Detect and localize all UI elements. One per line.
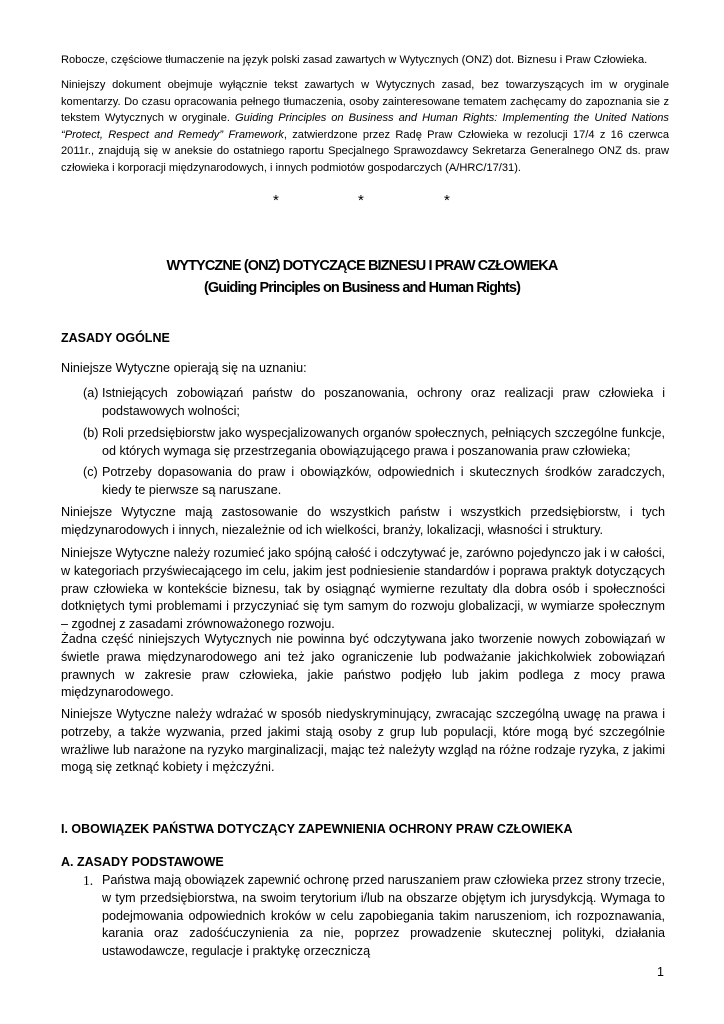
list-label: (a) (83, 386, 99, 400)
paragraph-interpretation: Niniejsze Wytyczne należy rozumieć jako spójną całość i odczytywać je, zarówno pojedynczo jak i w całości, w kategoriach przyświecającego im celu, jakim jest podniesienie standardów i poprawa praktyk dotyczących praw człowieka w kontekście biznesu, tak by osiągnąć wymierne rezultaty dla dobra osób i społeczności dotkniętych tymi problemami i przyczyniać się tym samym do rozwoju globalizacji, w wymiarze społecznym – zgodnej z zasadami zrównoważonego rozwoju. (61, 546, 665, 632)
document-title: WYTYCZNE (ONZ) DOTYCZĄCE BIZNESU I PRAW CZŁOWIEKA (166, 258, 558, 274)
list-item-a (83, 385, 665, 421)
section-1-heading: I. OBOWIĄZEK PAŃSTWA DOTYCZĄCY ZAPEWNIENIA OCHRONY PRAW CZŁOWIEKA (61, 822, 573, 836)
intro-text-before: Niniejszy dokument obejmuje wyłącznie tekst zawartych w Wytycznych zasad, bez towarzyszących im w oryginale komentarzy. Do czasu opracowania pełnego tłumaczenia, osoby zainteresowane tematem zachęcamy do zapoznania sie z tekstem Wytycznych w oryginale. (61, 79, 669, 124)
list-item-b (83, 425, 665, 461)
general-principles-heading: ZASADY OGÓLNE (61, 331, 170, 345)
list-text: Roli przedsiębiorstw jako wyspecjalizowanych organów społecznych, pełniących szczególne funkcje, od których wymaga się przestrzegania obowiązującego prawa i poszanowania praw człowieka; (102, 426, 665, 458)
intro-paragraph (61, 77, 669, 176)
intro-italic-title: Guiding Principles on Business and Human Rights: Implementing the United Nations “Protect, Respect and Remedy” Framework (61, 112, 669, 141)
page-number: 1 (657, 965, 664, 979)
paragraph-non-discrimination: Niniejsze Wytyczne należy wdrażać w sposób niedyskryminujący, zwracając szczególną uwagę na prawa i potrzeby, a także wyzwania, przed jakimi stają osoby z grup lub populacji, które mogą być szczególnie wrażliwe lub narażone na ryzyko marginalizacji, mając też należyty wzgląd na różne rodzaje ryzyka, z jakimi mogą się zetknąć kobiety i mężczyźni. (61, 707, 665, 775)
list-label: (c) (83, 465, 98, 479)
intro-note: Robocze, częściowe tłumaczenie na język polski zasad zawartych w Wytycznych (ONZ) dot. Biznesu i Praw Człowieka. (61, 54, 648, 66)
separator-star-2: * (358, 192, 364, 209)
principle-number: 1. (83, 873, 94, 888)
document-subtitle: (Guiding Principles on Business and Human Rights) (203, 280, 520, 296)
separator-star-1: * (273, 192, 279, 209)
general-lead: Niniejsze Wytyczne opierają się na uznaniu: (61, 361, 307, 375)
separator-star-3: * (444, 192, 450, 209)
paragraph-no-new-obligations: Żadna część niniejszych Wytycznych nie powinna być odczytywana jako tworzenie nowych zobowiązań w świetle prawa międzynarodowego ani też jako ograniczenie lub podważanie jakichkolwiek zobowiązań prawnych w zakresie praw człowieka, jakie państwo podjęło lub jakim podlega z mocy prawa międzynarodowego. (61, 632, 665, 700)
paragraph-scope: Niniejsze Wytyczne mają zastosowanie do wszystkich państw i wszystkich przedsiębiorstw, i tych międzynarodowych i innych, niezależnie od ich wielkości, branży, lokalizacji, własności i struktury. (61, 505, 665, 537)
principle-text: Państwa mają obowiązek zapewnić ochronę przed naruszaniem praw człowieka przez strony trzecie, w tym przedsiębiorstwa, na swoim terytorium i/lub na obszarze objętym ich jurysdykcją. Wymaga to podejmowania odpowiednich kroków w celu zapobiegania takim naruszeniom, ich rozpoznawania, karania oraz zadośćuczynienia za nie, poprzez prowadzenie skutecznej polityki, działania ustawodawcze, regulacje i praktykę orzeczniczą (102, 873, 665, 959)
intro-text-after: , zatwierdzone przez Radę Praw Człowieka w rezolucji 17/4 z 16 czerwca 2011r., znajdują się w aneksie do ostatniego raportu Specjalnego Sprawozdawcy Sekretarza Generalnego ONZ ds. praw człowieka i korporacji międzynarodowych, i innych podmiotów gospodarczych (A/HRC/17/31). (61, 128, 670, 174)
principle-1 (83, 872, 665, 961)
list-item-c (83, 464, 665, 500)
separator-stars (0, 192, 724, 212)
list-text: Istniejących zobowiązań państw do poszanowania, ochrony oraz realizacji praw człowieka i podstawowych wolności; (102, 386, 665, 418)
list-label: (b) (83, 426, 99, 440)
section-1-subheading: A. ZASADY PODSTAWOWE (61, 855, 224, 869)
list-text: Potrzeby dopasowania do praw i obowiązków, odpowiednich i skutecznych środków zaradczych, kiedy te pierwsze są naruszane. (102, 465, 665, 497)
